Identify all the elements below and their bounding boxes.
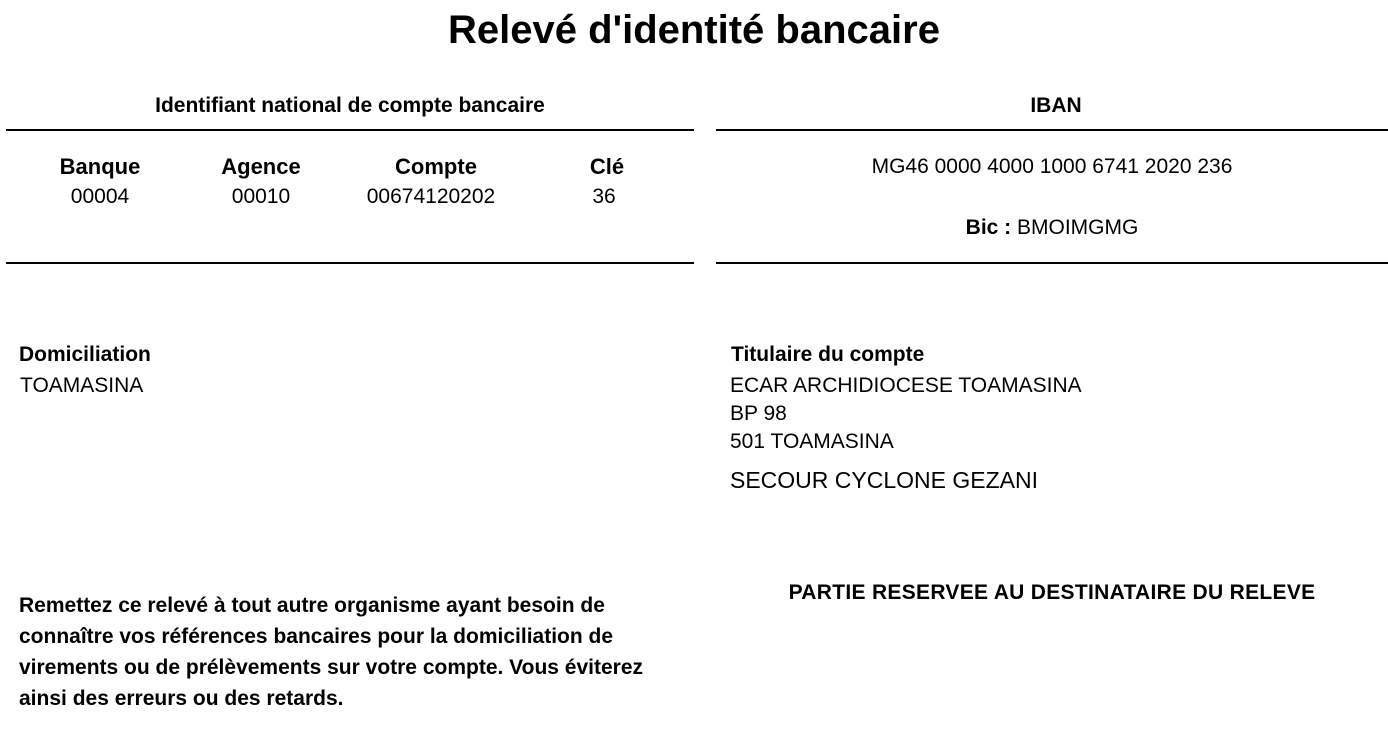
bic-line [716,216,1388,240]
page-title: Relevé d'identité bancaire [448,8,940,52]
iban-top-divider [716,129,1388,131]
account-number-label: Compte [395,154,477,179]
key-value: 36 [592,185,616,208]
national-id-top-divider [6,129,694,131]
bic-label: Bic : [965,216,1012,239]
holder-extra: SECOUR CYCLONE GEZANI [730,467,1038,493]
domiciliation-label: Domiciliation [19,343,151,366]
holder-line-1: ECAR ARCHIDIOCESE TOAMASINA [730,374,1082,397]
national-id-bottom-divider [6,262,694,264]
branch-code-value: 00010 [231,185,291,208]
bank-code-value: 00004 [70,185,130,208]
iban-value: MG46 0000 4000 1000 6741 2020 236 [871,155,1233,178]
branch-code-label: Agence [221,154,301,179]
bic-value: BMOIMGMG [1017,216,1139,239]
account-number-value: 00674120202 [366,185,496,208]
domiciliation-value: TOAMASINA [20,374,144,397]
notice-text: Remettez ce relevé à tout autre organisme ayant besoin de connaître vos références bancaires pour la domiciliation de virements ou de prélèvements sur votre compte. Vous éviterez ainsi des erreurs ou des retards. [19,594,644,710]
key-label: Clé [589,154,625,179]
reserved-heading: PARTIE RESERVEE AU DESTINATAIRE DU RELEVE [788,581,1316,604]
holder-line-2: BP 98 [730,402,787,425]
holder-label: Titulaire du compte [731,343,925,366]
iban-heading: IBAN [1030,94,1082,117]
national-id-heading: Identifiant national de compte bancaire [155,94,545,117]
iban-bottom-divider [716,262,1388,264]
holder-line-3: 501 TOAMASINA [730,430,894,453]
bank-code-label: Banque [59,154,141,179]
